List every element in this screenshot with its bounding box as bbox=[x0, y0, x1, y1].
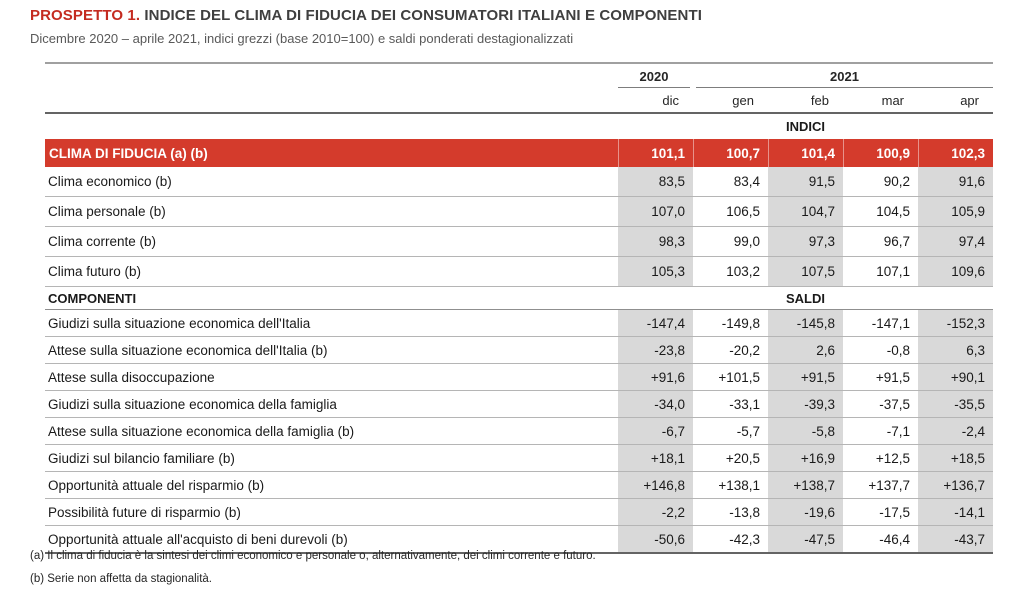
cell-dic: -147,4 bbox=[618, 310, 693, 336]
cell-feb: +91,5 bbox=[768, 364, 843, 390]
row-label: Clima personale (b) bbox=[48, 204, 166, 219]
year-header-row bbox=[45, 64, 993, 88]
year-group-2020: 2020 bbox=[618, 69, 690, 88]
row-label: Clima futuro (b) bbox=[48, 264, 142, 279]
cell-apr: 6,3 bbox=[918, 337, 993, 363]
cell-feb: 2,6 bbox=[768, 337, 843, 363]
cell-dic: -2,2 bbox=[618, 499, 693, 525]
cell-feb: -47,5 bbox=[768, 526, 843, 552]
cell-apr: +18,5 bbox=[918, 445, 993, 471]
cell-mar: -7,1 bbox=[886, 423, 910, 439]
year-group-2021: 2021 bbox=[696, 69, 993, 88]
prospetto-label: PROSPETTO 1. bbox=[30, 7, 141, 24]
cell-gen: 83,4 bbox=[733, 174, 760, 189]
cell-mar: -17,5 bbox=[879, 504, 910, 520]
cell-mar: 100,9 bbox=[843, 139, 918, 167]
cell-mar: 96,7 bbox=[883, 234, 910, 249]
cell-apr: -43,7 bbox=[918, 526, 993, 552]
cell-feb: +138,7 bbox=[768, 472, 843, 498]
cell-feb: 104,7 bbox=[768, 197, 843, 226]
row-label: Opportunità attuale del risparmio (b) bbox=[48, 477, 265, 493]
cell-dic: 98,3 bbox=[618, 227, 693, 256]
month-header-gen: gen bbox=[732, 92, 754, 108]
cell-dic: 107,0 bbox=[618, 197, 693, 226]
cell-dic: 105,3 bbox=[618, 257, 693, 286]
cell-apr: 97,4 bbox=[918, 227, 993, 256]
table-row-clima-futuro bbox=[45, 257, 993, 287]
cell-gen: -20,2 bbox=[729, 342, 760, 358]
cell-mar: -0,8 bbox=[886, 342, 910, 358]
cell-feb: -19,6 bbox=[768, 499, 843, 525]
confidence-table bbox=[45, 62, 993, 554]
footnotes bbox=[30, 550, 596, 594]
table-row-clima-personale bbox=[45, 197, 993, 227]
band-label-saldi: SALDI bbox=[786, 290, 825, 306]
section-label-componenti: COMPONENTI bbox=[48, 290, 137, 306]
cell-dic: 101,1 bbox=[618, 139, 693, 167]
table-row-possibilita-risparmio bbox=[45, 499, 993, 526]
cell-dic: -6,7 bbox=[618, 418, 693, 444]
page-subtitle: Dicembre 2020 – aprile 2021, indici grezzi (base 2010=100) e saldi ponderati destagionalizzati bbox=[30, 31, 574, 46]
cell-mar: -37,5 bbox=[879, 396, 910, 412]
band-label-indici: INDICI bbox=[786, 119, 825, 134]
cell-feb: -145,8 bbox=[768, 310, 843, 336]
title-text: INDICE DEL CLIMA DI FIDUCIA DEI CONSUMATORI ITALIANI E COMPONENTI bbox=[140, 7, 703, 24]
cell-gen: +101,5 bbox=[718, 369, 760, 385]
month-header-apr: apr bbox=[960, 92, 979, 108]
row-label: Opportunità attuale all'acquisto di beni durevoli (b) bbox=[48, 531, 348, 547]
table-row-clima-economico bbox=[45, 167, 993, 197]
cell-gen: -13,8 bbox=[729, 504, 760, 520]
row-label: Possibilità future di risparmio (b) bbox=[48, 504, 241, 520]
month-header-row bbox=[45, 88, 993, 114]
section-band-indici bbox=[45, 114, 993, 139]
cell-apr: 105,9 bbox=[918, 197, 993, 226]
row-label: Clima corrente (b) bbox=[48, 234, 157, 249]
month-header-dic: dic bbox=[662, 92, 679, 108]
cell-dic: -23,8 bbox=[618, 337, 693, 363]
footnote-a: (a) Il clima di fiducia è la sintesi dei climi economico e personale o, alternativamente, dei climi corrente e futuro. bbox=[30, 550, 596, 562]
row-label: Attese sulla situazione economica della famiglia (b) bbox=[48, 423, 355, 439]
cell-gen: +138,1 bbox=[718, 477, 760, 493]
row-label: Giudizi sulla situazione economica dell'Italia bbox=[48, 315, 311, 331]
row-label: CLIMA DI FIDUCIA (a) (b) bbox=[49, 145, 208, 161]
cell-apr: 109,6 bbox=[918, 257, 993, 286]
cell-gen: -33,1 bbox=[729, 396, 760, 412]
cell-dic: -34,0 bbox=[618, 391, 693, 417]
cell-feb: -5,8 bbox=[768, 418, 843, 444]
cell-apr: -14,1 bbox=[918, 499, 993, 525]
table-row-bilancio-familiare bbox=[45, 445, 993, 472]
table-row-clima-di-fiducia bbox=[45, 139, 993, 167]
table-row-attese-italia bbox=[45, 337, 993, 364]
section-band-componenti bbox=[45, 287, 993, 310]
table-row-attese-disoccupazione bbox=[45, 364, 993, 391]
page-title bbox=[30, 7, 702, 24]
row-label: Giudizi sul bilancio familiare (b) bbox=[48, 450, 235, 466]
row-label: Clima economico (b) bbox=[48, 174, 172, 189]
cell-dic: -50,6 bbox=[618, 526, 693, 552]
cell-apr: 91,6 bbox=[918, 167, 993, 196]
cell-feb: -39,3 bbox=[768, 391, 843, 417]
cell-mar: -147,1 bbox=[871, 315, 910, 331]
table-row-attese-famiglia bbox=[45, 418, 993, 445]
cell-apr: +90,1 bbox=[918, 364, 993, 390]
cell-mar: 107,1 bbox=[876, 264, 910, 279]
cell-apr: 102,3 bbox=[918, 139, 993, 167]
table-row-giudizi-italia bbox=[45, 310, 993, 337]
cell-gen: 106,5 bbox=[726, 204, 760, 219]
month-header-spacer bbox=[45, 88, 618, 112]
cell-feb: 107,5 bbox=[768, 257, 843, 286]
doc-header bbox=[30, 7, 702, 46]
cell-mar: -46,4 bbox=[879, 531, 910, 547]
cell-mar: +91,5 bbox=[875, 369, 910, 385]
cell-apr: -2,4 bbox=[918, 418, 993, 444]
cell-dic: +146,8 bbox=[618, 472, 693, 498]
band-spacer bbox=[45, 114, 618, 139]
cell-apr: -35,5 bbox=[918, 391, 993, 417]
table-row-giudizi-famiglia bbox=[45, 391, 993, 418]
table-row-clima-corrente bbox=[45, 227, 993, 257]
cell-gen: -42,3 bbox=[729, 531, 760, 547]
cell-gen: -149,8 bbox=[721, 315, 760, 331]
cell-feb: 101,4 bbox=[768, 139, 843, 167]
cell-gen: 99,0 bbox=[733, 234, 760, 249]
table-row-opportunita-risparmio bbox=[45, 472, 993, 499]
row-label: Giudizi sulla situazione economica della famiglia bbox=[48, 396, 337, 412]
month-header-mar: mar bbox=[881, 92, 904, 108]
cell-dic: 83,5 bbox=[618, 167, 693, 196]
cell-dic: +91,6 bbox=[618, 364, 693, 390]
cell-apr: +136,7 bbox=[918, 472, 993, 498]
cell-gen: +20,5 bbox=[725, 450, 760, 466]
footnote-b: (b) Serie non affetta da stagionalità. bbox=[30, 573, 212, 585]
cell-feb: 91,5 bbox=[768, 167, 843, 196]
cell-gen: -5,7 bbox=[736, 423, 760, 439]
cell-feb: +16,9 bbox=[768, 445, 843, 471]
month-header-feb: feb bbox=[810, 92, 829, 108]
cell-feb: 97,3 bbox=[768, 227, 843, 256]
cell-gen: 100,7 bbox=[693, 139, 768, 167]
row-label: Attese sulla situazione economica dell'Italia (b) bbox=[48, 342, 328, 358]
cell-mar: +12,5 bbox=[875, 450, 910, 466]
cell-dic: +18,1 bbox=[618, 445, 693, 471]
cell-mar: 104,5 bbox=[876, 204, 910, 219]
cell-apr: -152,3 bbox=[918, 310, 993, 336]
cell-mar: +137,7 bbox=[868, 477, 910, 493]
cell-mar: 90,2 bbox=[883, 174, 910, 189]
row-label: Attese sulla disoccupazione bbox=[48, 369, 215, 385]
cell-gen: 103,2 bbox=[726, 264, 760, 279]
